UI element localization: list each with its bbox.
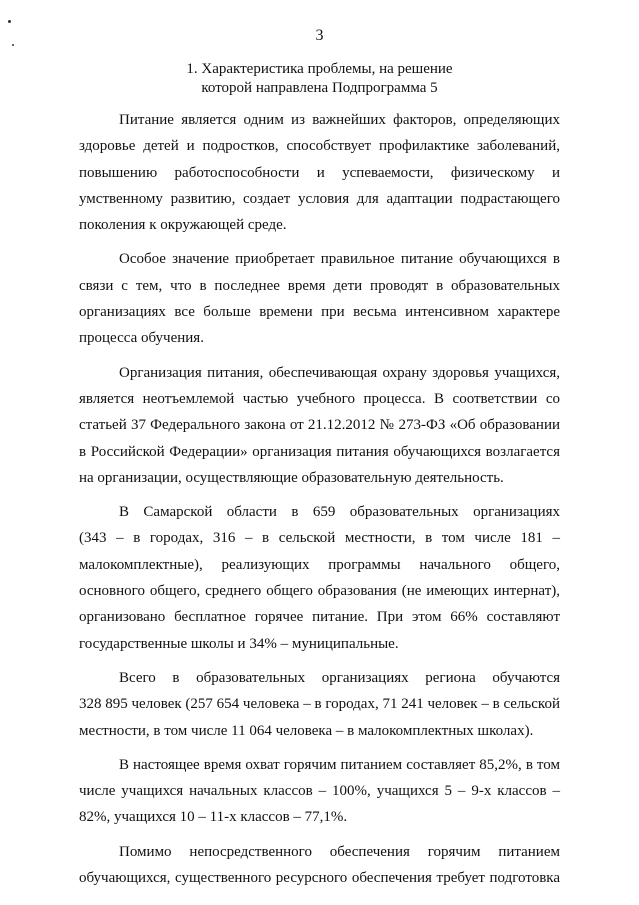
- text-line: на организации, осуществляющие образовательную деятельность.: [79, 469, 504, 486]
- text-line: обучающихся, существенного ресурсного обеспечения требует подготовка: [79, 870, 560, 887]
- text-line: Особое значение приобретает правильное питание обучающихся в: [119, 251, 560, 268]
- text-line: Организация питания, обеспечивающая охрану здоровья учащихся,: [119, 364, 560, 381]
- text-line: повышению работоспособности и успеваемости, физическому и: [79, 164, 560, 181]
- text-line: малокомплектные), реализующих программы начального общего,: [79, 556, 560, 573]
- text-line: поколения к окружающей среде.: [79, 217, 287, 234]
- text-line: статьей 37 Федерального закона от 21.12.2012 № 273-ФЗ «Об образовании: [79, 417, 560, 434]
- text-line: организовано бесплатное горячее питание. При этом 66% составляют: [79, 609, 560, 626]
- text-line: Питание является одним из важнейших факторов, определяющих: [119, 112, 560, 128]
- text-line: в Российской Федерации» организация питания обучающихся возлагается: [79, 443, 560, 460]
- text-line: В Самарской области в 659 образовательных организациях: [119, 504, 560, 521]
- paragraph: [79, 665, 560, 744]
- text-line: основного общего, среднего общего образования (не имеющих интернат),: [79, 583, 560, 600]
- text-line: Всего в образовательных организациях региона обучаются: [119, 669, 560, 686]
- text-line: является неотъемлемой частью учебного процесса. В соответствии со: [79, 390, 560, 407]
- paragraph: [79, 360, 560, 491]
- page-number: 3: [315, 27, 324, 44]
- text-line: 328 895 человек (257 654 человека – в городах, 71 241 человек – в сельской: [79, 696, 560, 713]
- text-line: здоровье детей и подростков, способствует профилактике заболеваний,: [79, 138, 560, 155]
- text-line: В настоящее время охват горячим питанием составляет 85,2%, в том: [119, 756, 560, 773]
- text-line: организациях все больше времени при весьма интенсивном характере: [79, 304, 560, 321]
- paragraph: [79, 107, 560, 238]
- paragraph: [79, 246, 560, 351]
- text-line: местности, в том числе 11 064 человека – в малокомплектных школах).: [79, 722, 534, 739]
- text-line: числе учащихся начальных классов – 100%, учащихся 5 – 9-х классов –: [79, 783, 560, 800]
- section-heading-line: которой направлена Подпрограмма 5: [201, 80, 438, 96]
- paragraph: [79, 839, 560, 892]
- text-line: процесса обучения.: [79, 330, 204, 347]
- body-text: [79, 107, 560, 899]
- text-line: связи с тем, что в последнее время дети проводят в образовательных: [79, 277, 560, 294]
- paragraph: [79, 752, 560, 831]
- section-heading: [100, 60, 539, 98]
- paragraph: [79, 499, 560, 657]
- text-line: (343 – в городах, 316 – в сельской местности, в том числе 181 –: [79, 530, 560, 547]
- scan-speck: [8, 20, 11, 23]
- text-line: умственному развитию, создает условия для адаптации подрастающего: [79, 190, 560, 207]
- text-line: Помимо непосредственного обеспечения горячим питанием: [119, 843, 560, 860]
- text-line: 82%, учащихся 10 – 11-х классов – 77,1%.: [79, 809, 348, 826]
- section-heading-line: 1. Характеристика проблемы, на решение: [186, 61, 453, 77]
- text-line: государственные школы и 34% – муниципальные.: [79, 635, 399, 652]
